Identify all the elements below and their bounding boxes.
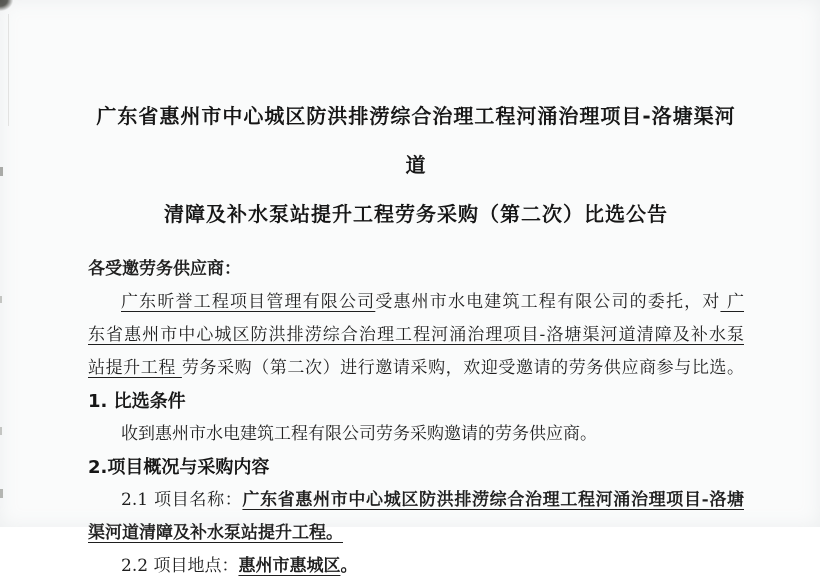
section-1-heading: 1. 比选条件 <box>88 391 186 412</box>
item-2-2-line <box>88 550 744 583</box>
scan-edge-tick <box>0 489 3 498</box>
scan-edge-tick <box>0 427 2 435</box>
item-2-2-label: 2.2 项目地点： <box>121 556 239 576</box>
underlined-project-name-end: 站提升工程 <box>88 358 182 378</box>
scan-edge-tick <box>0 296 2 303</box>
scan-corner-artifact <box>0 0 13 11</box>
document-title <box>88 92 744 239</box>
underlined-project-name-middle: 东省惠州市中心城区防洪排涝综合治理工程河涌治理项目-洛塘渠河道清障及补水泵 <box>88 325 744 345</box>
intro-paragraph-line-2 <box>88 319 744 352</box>
intro-paragraph-line-1 <box>88 286 744 319</box>
underlined-agency-name: 广东昕誉工程项目管理有限公司 <box>121 292 376 312</box>
item-2-2-location: 惠州市惠城区 <box>238 556 341 576</box>
intro-commission-text: 受惠州市水电建筑工程有限公司的委托，对 <box>375 292 721 312</box>
section-2-heading: 2.项目概况与采购内容 <box>88 457 270 478</box>
scan-edge-line-artifact <box>8 14 9 126</box>
item-2-1-label: 2.1 项目名称： <box>121 490 243 510</box>
title-line-2: 清障及补水泵站提升工程劳务采购（第二次）比选公告 <box>164 202 668 226</box>
item-2-1-project-name: 广东省惠州市中心城区防洪排涝综合治理工程河涌治理项目-洛塘 <box>242 490 744 510</box>
underlined-project-name-start: 广 <box>720 292 745 312</box>
intro-paragraph-line-3 <box>88 352 744 385</box>
intro-closing-text: 劳务采购（第二次）进行邀请采购，欢迎受邀请的劳务供应商参与比选。 <box>181 358 744 378</box>
document-body <box>88 92 744 583</box>
item-2-1-line-2 <box>88 517 744 550</box>
title-line-1: 广东省惠州市中心城区防洪排涝综合治理工程河涌治理项目-洛塘渠河道 <box>96 104 736 177</box>
item-2-2-period: 。 <box>340 556 358 576</box>
item-2-1-line-1 <box>88 484 744 517</box>
section-1-body: 收到惠州市水电建筑工程有限公司劳务采购邀请的劳务供应商。 <box>121 424 597 444</box>
scan-edge-tick <box>0 167 3 176</box>
item-2-1-project-name-continued: 渠河道清障及补水泵站提升工程。 <box>88 523 343 543</box>
salutation: 各受邀劳务供应商： <box>88 259 241 279</box>
